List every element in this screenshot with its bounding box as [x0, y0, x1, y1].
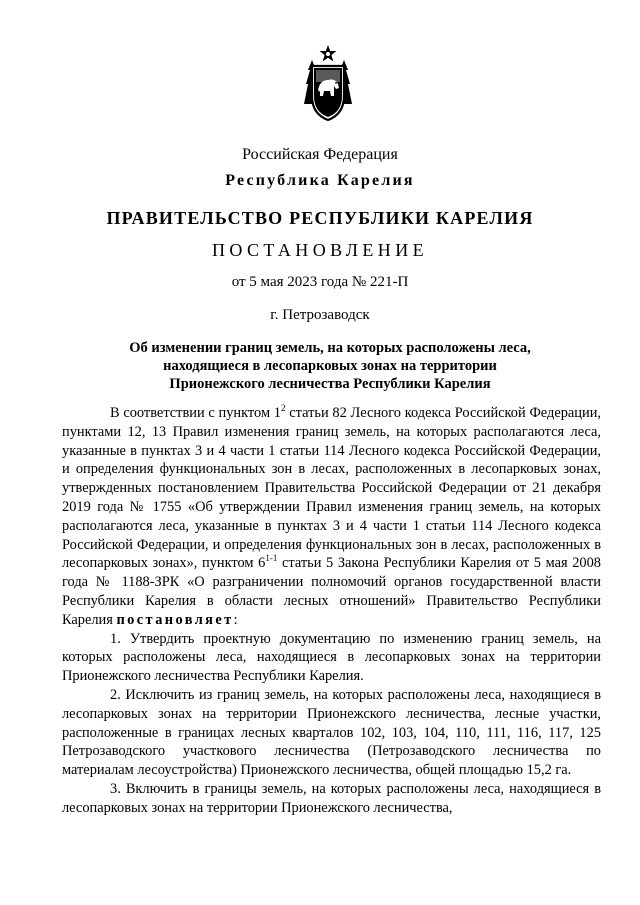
document-body	[62, 404, 601, 818]
document-title	[90, 339, 570, 393]
date-and-number: от 5 мая 2023 года № 221-П	[231, 274, 409, 290]
government-name: ПРАВИТЕЛЬСТВО РЕСПУБЛИКИ КАРЕЛИЯ	[106, 208, 534, 228]
decrees-word: постановляет	[116, 611, 234, 628]
title-line: Об изменении границ земель, на которых расположены леса,	[129, 340, 531, 356]
colon: :	[233, 611, 238, 628]
preamble-text: В соответствии с пунктом 1	[110, 405, 281, 421]
country-name: Российская Федерация	[242, 146, 398, 163]
item-paragraph: 3. Включить в границы земель, на которых расположены леса, находящиеся в лесопарковых зонах на территории Прионежского лесничества,	[62, 780, 601, 816]
item-paragraph: 2. Исключить из границ земель, на которых расположены леса, находящиеся в лесопарковых зонах на территории Прионежского лесничества, лесные участки, расположенные в границах лесных кварталов 102, 103, 104, 110, 111, 116, 117, 125 Петрозаводского участкового лесничества (Петрозаводского лесничества по материалам лесоустройства) Прионежского лесничества, общей площадью 15,2 га.	[62, 686, 601, 779]
preamble-text: статьи 5 Закона Республики Карелия от 5 мая 2008 года № 1188-ЗРК «О разграничении полномочий органов государственной власти Республики Карелия в области лесных отношений» Правительство Республики Карелия	[62, 555, 602, 628]
preamble-text: статьи 82 Лесного кодекса Российской Федерации, пунктами 12, 13 Правил изменения границ земель, на которых располагаются леса, указанные в пунктах 3 и 4 части 1 статьи 114 Лесного кодекса Российской Федерации, и определения функциональных зон в лесах, расположенных в лесопарковых зонах, утвержденных постановлением Правительства Российской Федерации от 21 декабря 2019 года № 1755 «Об утверждении Правил изменения границ земель, на которых располагаются леса, указанные в пунктах 3 и 4 части 1 статьи 114 Лесного кодекса Российской Федерации, и определения функциональных зон в лесах, расположенных в лесопарковых зонах», пунктом 6	[62, 405, 602, 572]
document-type: ПОСТАНОВЛЕНИЕ	[211, 240, 429, 260]
republic-name: Республика Карелия	[225, 172, 415, 189]
city: г. Петрозаводск	[270, 307, 370, 323]
item-paragraph: 1. Утвердить проектную документацию по изменению границ земель, на которых расположены леса, находящиеся в лесопарковых зонах на территории Прионежского лесничества Республики Карелия.	[62, 630, 601, 685]
preamble-paragraph	[62, 404, 601, 630]
karelia-coat-of-arms-icon	[298, 44, 358, 124]
superscript: 1-1	[265, 553, 278, 564]
title-line: Прионежского лесничества Республики Карелия	[169, 376, 491, 392]
superscript: 2	[281, 403, 286, 413]
title-line: находящиеся в лесопарковых зонах на территории	[163, 358, 497, 374]
